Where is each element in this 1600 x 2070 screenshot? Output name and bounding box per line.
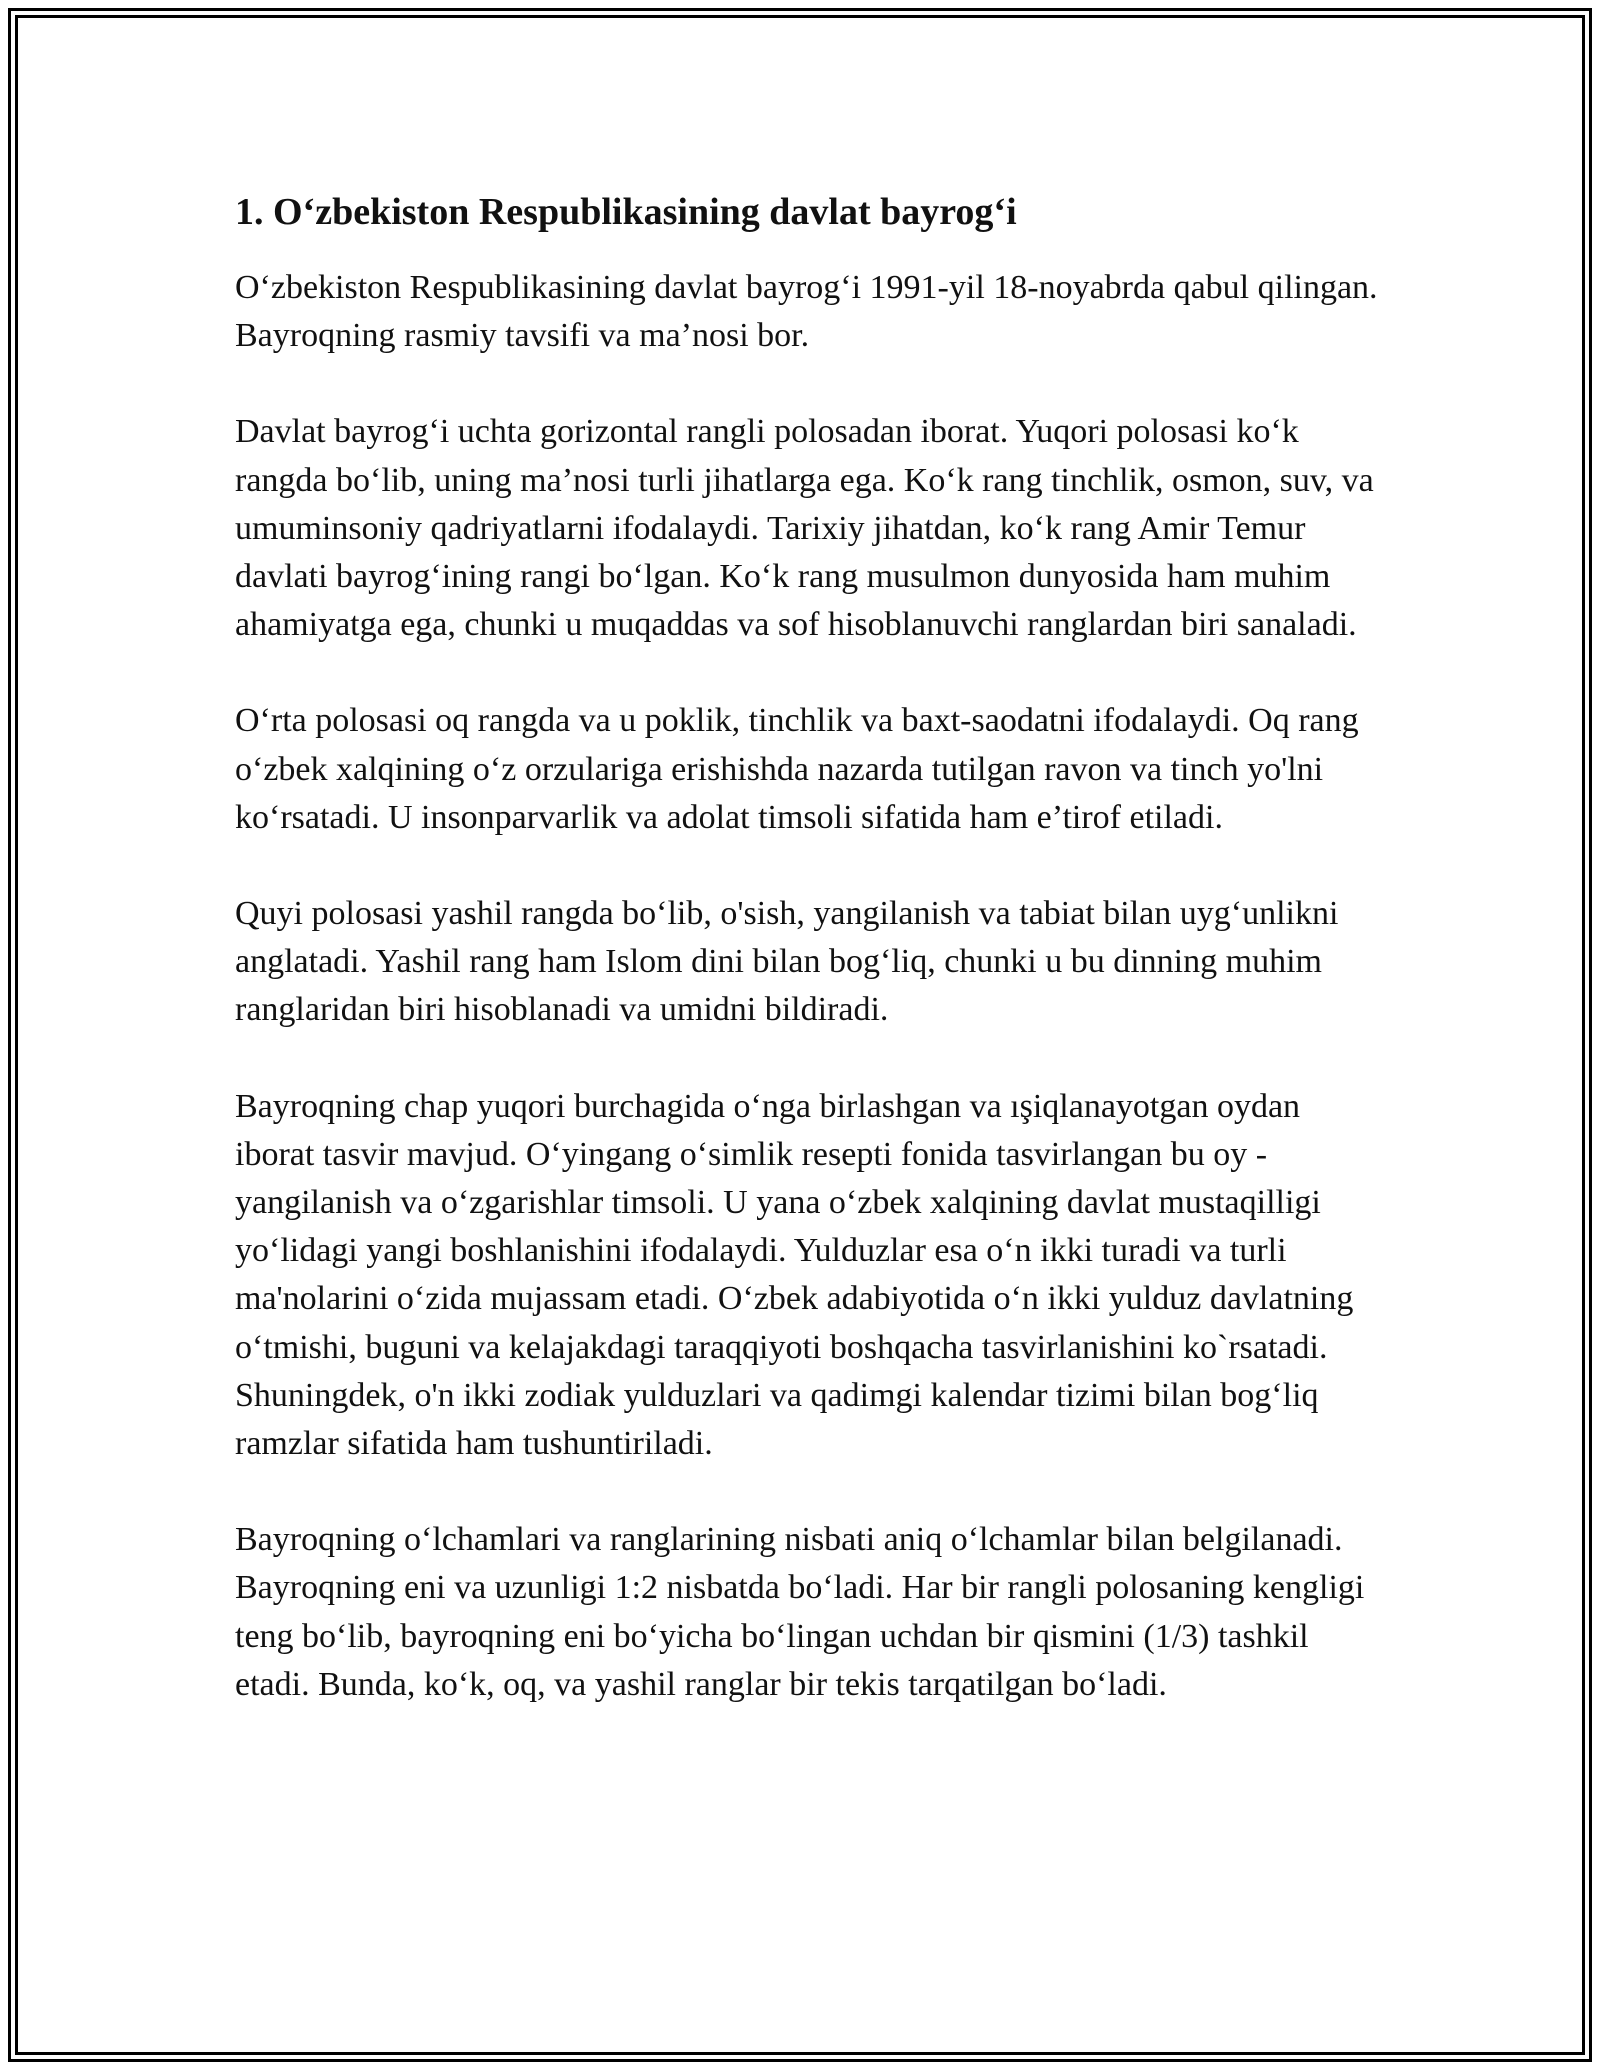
paragraph-adoption: O‘zbekiston Respublikasining davlat bayrog‘i 1991-yil 18-noyabrda qabul qilingan. Bayroqning rasmiy tavsifi va ma’nosi bor. bbox=[235, 269, 1378, 355]
paragraph-green-stripe: Quyi polosasi yashil rangda bo‘lib, o'sish, yangilanish va tabiat bilan uyg‘unlikni anglatadi. Yashil rang ham Islom dini bilan bog‘liq, chunki u bu dinning muhim ranglaridan biri hisoblanadi va umidni bildiradi. bbox=[235, 895, 1339, 1029]
paragraph-white-stripe: O‘rta polosasi oq rangda va u poklik, tinchlik va baxt-saodatni ifodalaydi. Oq rang o‘zbek xalqining o‘z orzulariga erishishda nazarda tutilgan ravon va tinch yo'lni ko‘rsatadi. U insonparvarlik va adolat timsoli sifatida ham e’tirof etiladi. bbox=[235, 702, 1359, 836]
document-body bbox=[235, 188, 1380, 1709]
paragraph-proportions: Bayroqning o‘lchamlari va ranglarining nisbati aniq o‘lchamlar bilan belgilanadi. Bayroqning eni va uzunligi 1:2 nisbatda bo‘ladi. Har bir rangli polosaning kengligi teng bo‘lib, bayroqning eni bo‘yicha bo‘lingan uchdan bir qismini (1/3) tashkil etadi. Bunda, ko‘k, oq, va yashil ranglar bir tekis tarqatilgan bo‘ladi. bbox=[235, 1521, 1365, 1703]
document-title: 1. O‘zbekiston Respublikasining davlat bayrog‘i bbox=[235, 191, 1017, 233]
paragraph-crescent-stars: Bayroqning chap yuqori burchagida o‘nga birlashgan va ışiqlanayotgan oydan iborat tasvir mavjud. O‘yingang o‘simlik resepti fonida tasvirlangan bu oy - yangilanish va o‘zgarishlar timsoli. U yana o‘zbek xalqining davlat mustaqilligi yo‘lidagi yangi boshlanishini ifodalaydi. Yulduzlar esa o‘n ikki turadi va turli ma'nolarini o‘zida mujassam etadi. O‘zbek adabiyotida o‘n ikki yulduz davlatning o‘tmishi, buguni va kelajakdagi taraqqiyoti boshqacha tasvirlanishini ko`rsatadi. Shuningdek, o'n ikki zodiak yulduzlari va qadimgi kalendar tizimi bilan bog‘liq ramzlar sifatida ham tushuntiriladi. bbox=[235, 1087, 1354, 1463]
paragraph-blue-stripe: Davlat bayrog‘i uchta gorizontal rangli polosadan iborat. Yuqori polosasi ko‘k rangda bo‘lib, uning ma’nosi turli jihatlarga ega. Ko‘k rang tinchlik, osmon, suv, va umuminsoniy qadriyatlarni ifodalaydi. Tarixiy jihatdan, ko‘k rang Amir Temur davlati bayrog‘ining rangi bo‘lgan. Ko‘k rang musulmon dunyosida ham muhim ahamiyatga ega, chunki u muqaddas va sof hisoblanuvchi ranglardan biri sanaladi. bbox=[235, 413, 1374, 644]
